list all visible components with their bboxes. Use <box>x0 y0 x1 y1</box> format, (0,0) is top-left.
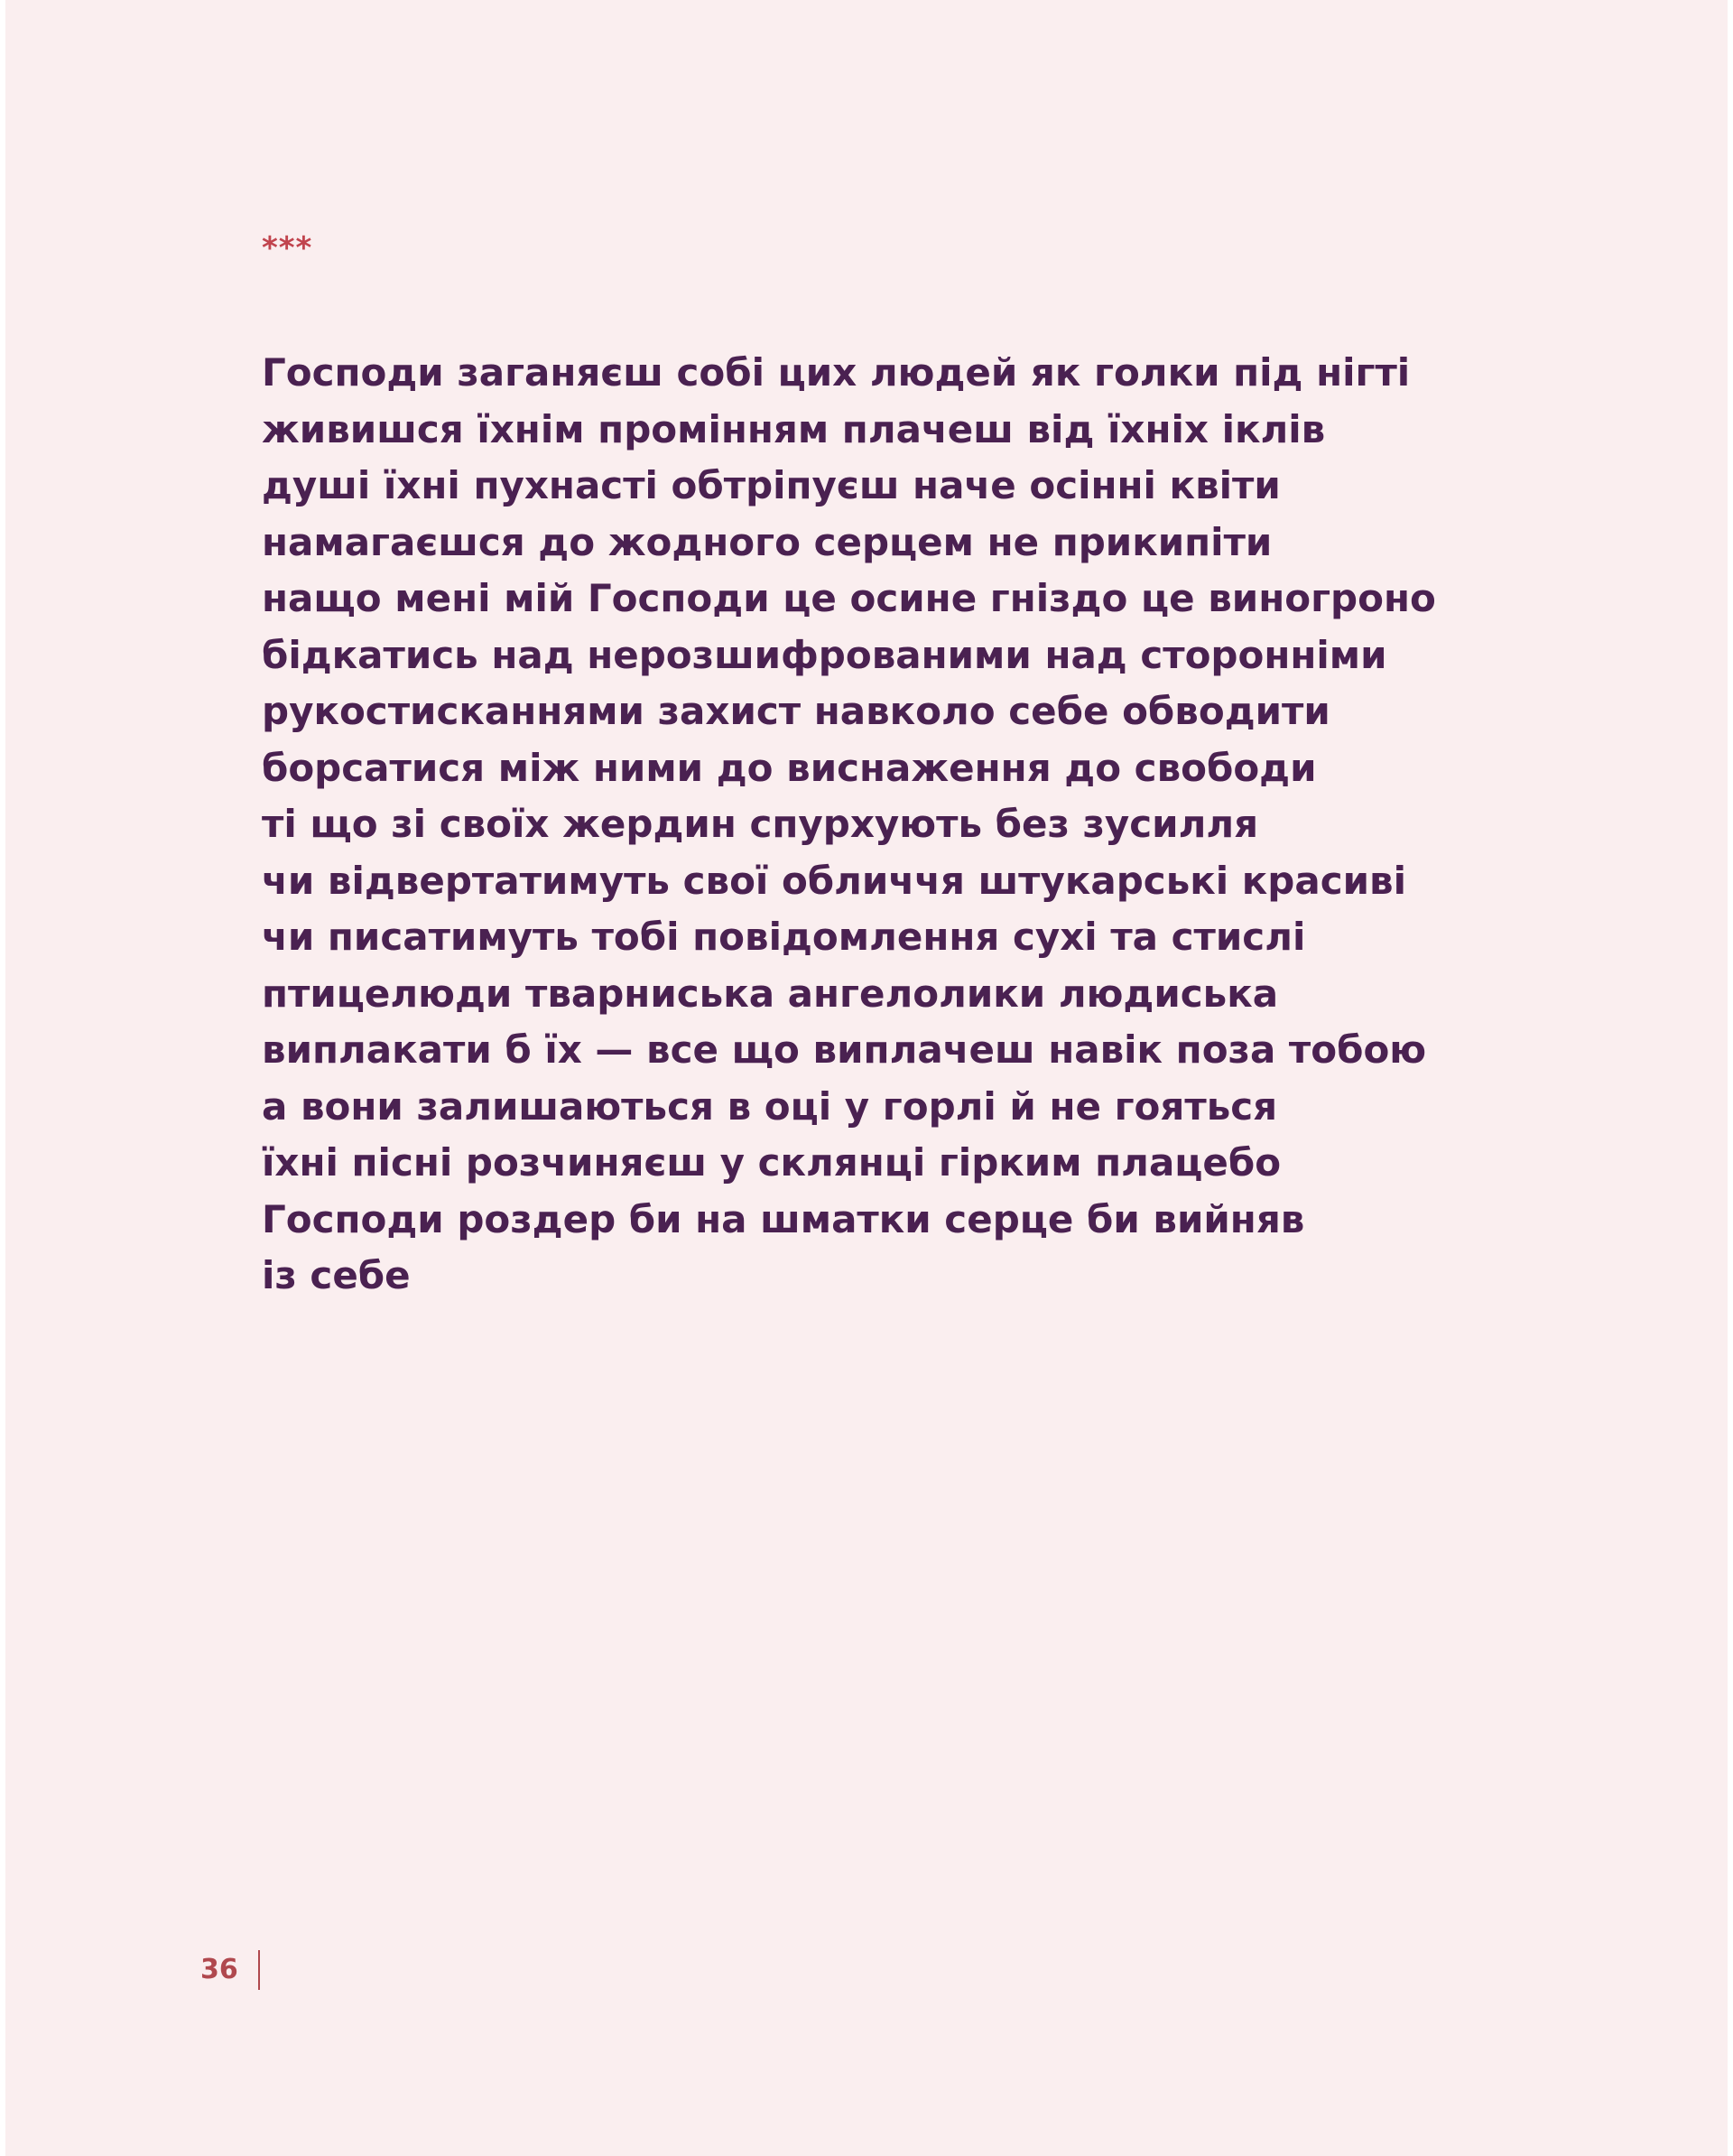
poem-text <box>262 345 1436 1305</box>
poem-line: чи писатимуть тобі повідомлення сухі та стислі <box>262 915 1306 959</box>
poem-line: бідкатись над нерозшифрованими над сторонніми <box>262 632 1387 677</box>
poem-line: їхні пісні розчиняєш у склянці гірким плацебо <box>262 1140 1282 1185</box>
poem-line: із себе <box>262 1253 411 1297</box>
page-number-divider <box>258 1950 260 1990</box>
section-ornament: *** <box>262 230 313 266</box>
book-page <box>5 0 1728 2156</box>
poem-line: душі їхні пухнасті обтріпуєш наче осінні квіти <box>262 463 1281 507</box>
poem-line: живишся їхнім промінням плачеш від їхніх іклів <box>262 406 1326 451</box>
poem-line: рукостисканнями захист навколо себе обводити <box>262 689 1330 733</box>
page-footer <box>200 1950 260 1990</box>
poem-line: намагаєшся до жодного серцем не прикипіти <box>262 519 1273 564</box>
poem-line: Господи заганяєш собі цих людей як голки під нігті <box>262 350 1411 395</box>
poem-line: птицелюди тварниська ангелолики людиська <box>262 971 1279 1016</box>
poem-line: виплакати б їх — все що виплачеш навік поза тобою <box>262 1027 1427 1072</box>
poem-line: чи відвертатимуть свої обличчя штукарські красиві <box>262 858 1406 903</box>
poem-line: нащо мені мій Господи це осине гніздо це виногроно <box>262 576 1436 620</box>
poem-line: борсатися між ними до виснаження до свободи <box>262 745 1317 790</box>
poem-line: ті що зі своїх жердин спурхують без зусилля <box>262 802 1259 846</box>
poem-line: Господи роздер би на шматки серце би вийняв <box>262 1196 1305 1241</box>
page-number: 36 <box>200 1954 238 1985</box>
poem-line: а вони залишаються в оці у горлі й не гояться <box>262 1083 1278 1129</box>
